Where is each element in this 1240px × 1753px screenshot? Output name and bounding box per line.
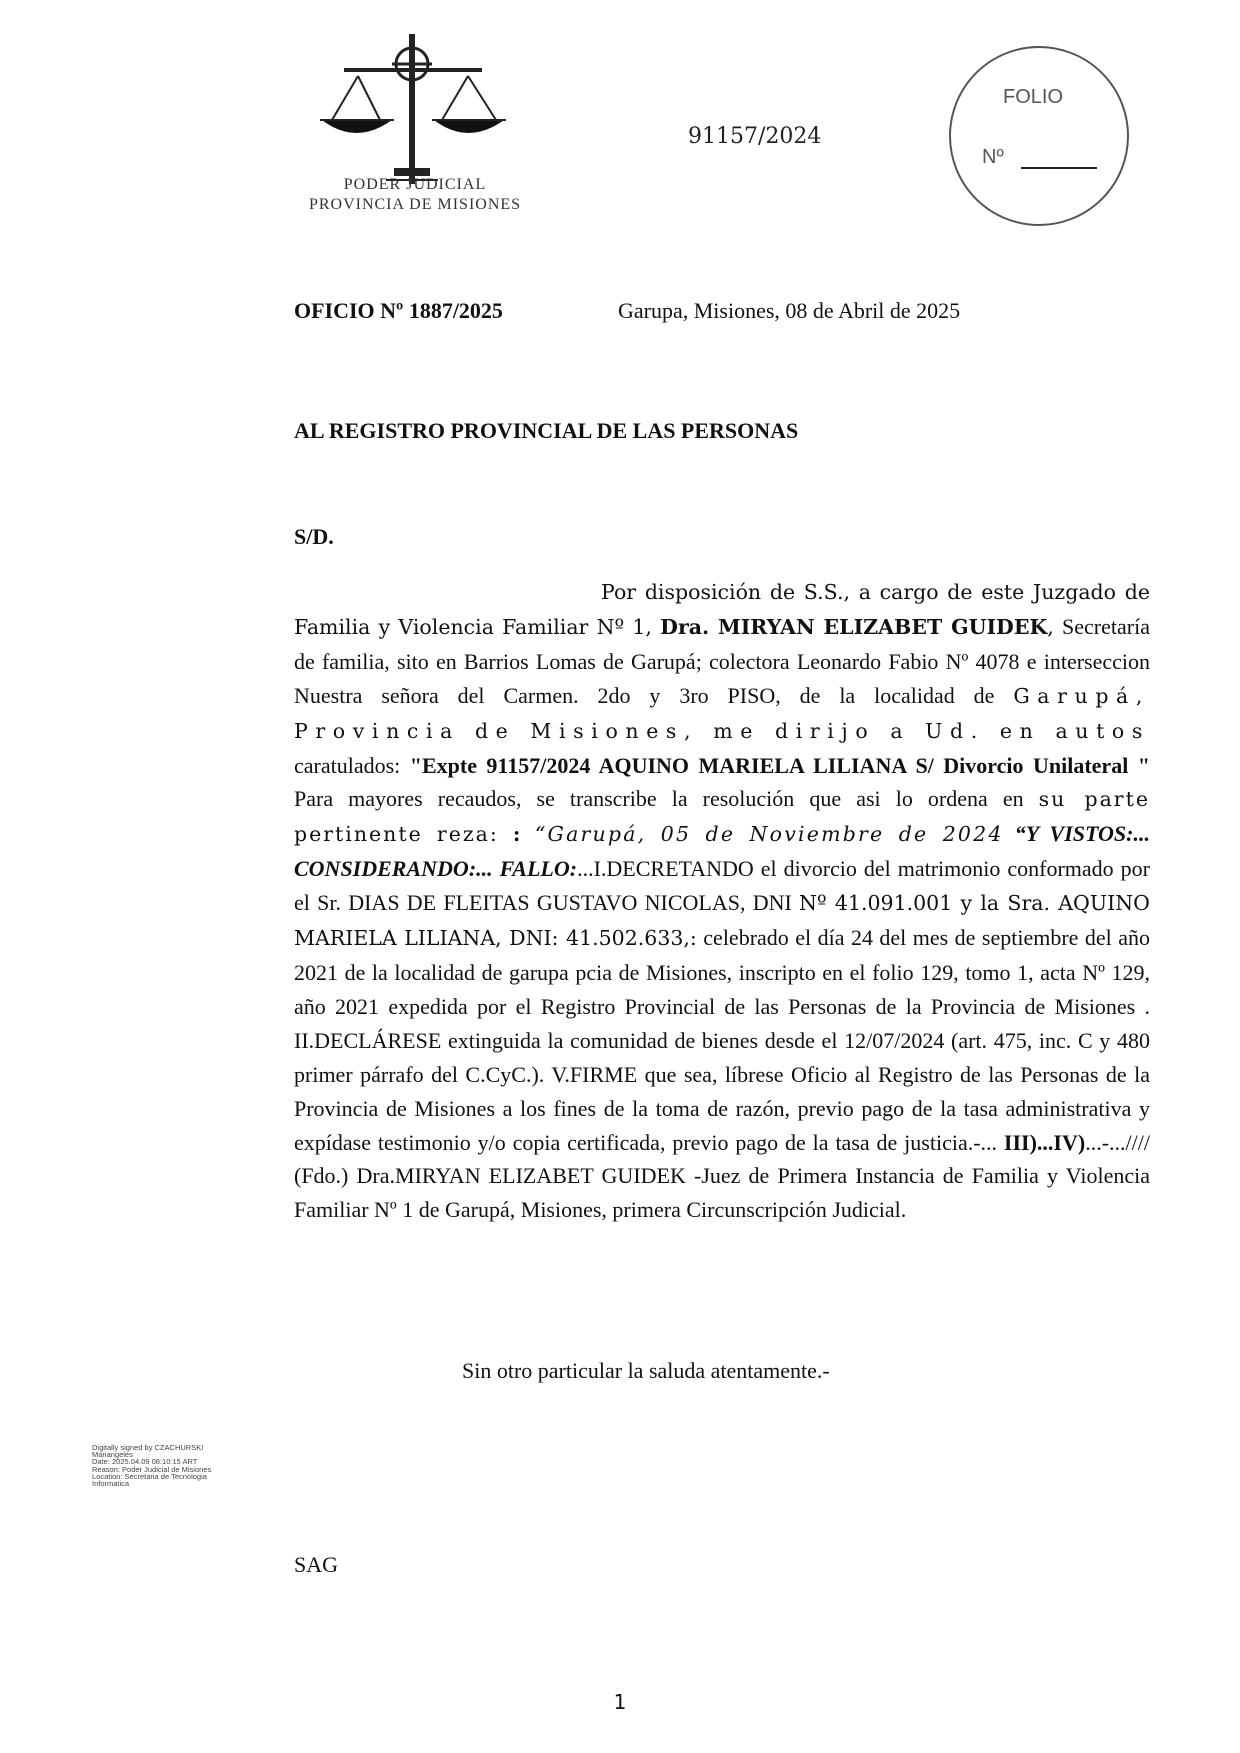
place-date: Garupa, Misiones, 08 de Abril de 2025 xyxy=(618,298,961,323)
resolution-vistos: “Y VISTOS:... CONSIDERANDO:... FALLO: xyxy=(294,821,1150,882)
body-address: Secretaría de familia, sito en Barrios Lomas de Garupá; colectora Leonardo Fabio Nº 4078 e interseccion Nuestra señora del Carmen. 2do y 3ro PISO, de la localidad de xyxy=(294,613,1150,708)
logo-text-line2: PROVINCIA DE MISIONES xyxy=(308,196,522,213)
letter-body xyxy=(294,575,1150,1227)
body-main: celebrado el día 24 del mes de septiembre del año 2021 de la localidad de garupa pcia de Misiones, inscripto en el folio 129, tomo 1, acta Nº 129, año 2021 expedida por el Registro Provincial de las Personas de la Provincia de Misiones . II.DECLÁRESE extinguida la comunidad de bienes desde el 12/07/2024 (art. 475, inc. C y 480 primer párrafo del C.CyC.). V.FIRME que sea, líbrese Oficio al Registro de las Personas de la Provincia de Misiones a los fines de la toma de razón, previo pago de la tasa administrativa y expídase testimonio y/o copia certificada, previo pago de la tasa de justicia.-... xyxy=(294,925,1150,1155)
folio-label: FOLIO xyxy=(1003,86,1064,108)
folio-number-line xyxy=(1021,167,1097,169)
addressee: AL REGISTRO PROVINCIAL DE LAS PERSONAS xyxy=(294,418,799,443)
body-reza: su parte pertinente reza: xyxy=(294,787,1150,847)
body-intro: Por disposición de S.S., a cargo de este Juzgado de Familia y Violencia Familiar Nº 1, xyxy=(294,580,1150,639)
signature-line: Reason: Poder Judicial de Misiones xyxy=(92,1464,212,1474)
logo-text-line1: PODER JUDICIAL xyxy=(343,176,487,193)
signature-line: Digitally signed by CZACHURSKI xyxy=(92,1443,204,1452)
initials: SAG xyxy=(294,1552,339,1577)
resolution-date: “Garupá, 05 de Noviembre de 2024 xyxy=(520,822,1004,847)
case-number: 91157/2024 xyxy=(688,124,822,149)
oficio-number: OFICIO Nº 1887/2025 xyxy=(294,298,503,323)
digital-signature xyxy=(92,1444,242,1487)
closing-line: Sin otro particular la saluda atentamente.- xyxy=(462,1358,830,1383)
folio-number-label: Nº xyxy=(982,146,1004,168)
signature-line: Location: Secretaria de Tecnologia xyxy=(92,1471,207,1481)
body-recaudos: Para mayores recaudos, se transcribe la resolución que asi lo ordena en xyxy=(294,786,1039,812)
signature-line: Date: 2025.04.09 08:10:15 ART xyxy=(92,1457,198,1467)
body-comma: , xyxy=(1047,614,1063,639)
body-locality: Garupá, Provincia de Misiones, me dirijo a Ud. en autos xyxy=(294,683,1150,743)
folio-stamp xyxy=(949,46,1129,226)
signature-line: Informatica xyxy=(92,1479,130,1489)
body-decretando: ...I.DECRETANDO el divorcio del matrimonio conformado por el Sr. DIAS DE FLEITAS GUSTAVO NICOLAS, DNI xyxy=(294,856,1150,916)
case-title: "Expte 91157/2024 AQUINO MARIELA LILIANA S/ Divorcio Unilateral " xyxy=(409,752,1150,778)
body-caratulados: caratulados: xyxy=(294,752,410,778)
body-signed: ...-...//// (Fdo.) Dra.MIRYAN ELIZABET GUIDEK -Juez de Primera Instancia de Familia y Violencia Familiar Nº 1 de Garupá, Misiones, primera Circunscripción Judicial. xyxy=(294,1129,1150,1223)
body-colon: : xyxy=(512,822,521,847)
page-number: 1 xyxy=(613,1690,627,1714)
body-roman: III)...IV) xyxy=(1003,1129,1086,1155)
body-dni: Nº 41.091.001 y la Sra. AQUINO MARIELA LILIANA, DNI: 41.502.633,: xyxy=(294,891,1150,951)
salutation-sd: S/D. xyxy=(294,524,334,549)
signature-line: Mariangeles xyxy=(92,1450,133,1460)
judge-name: Dra. MIRYAN ELIZABET GUIDEK xyxy=(660,614,1048,639)
